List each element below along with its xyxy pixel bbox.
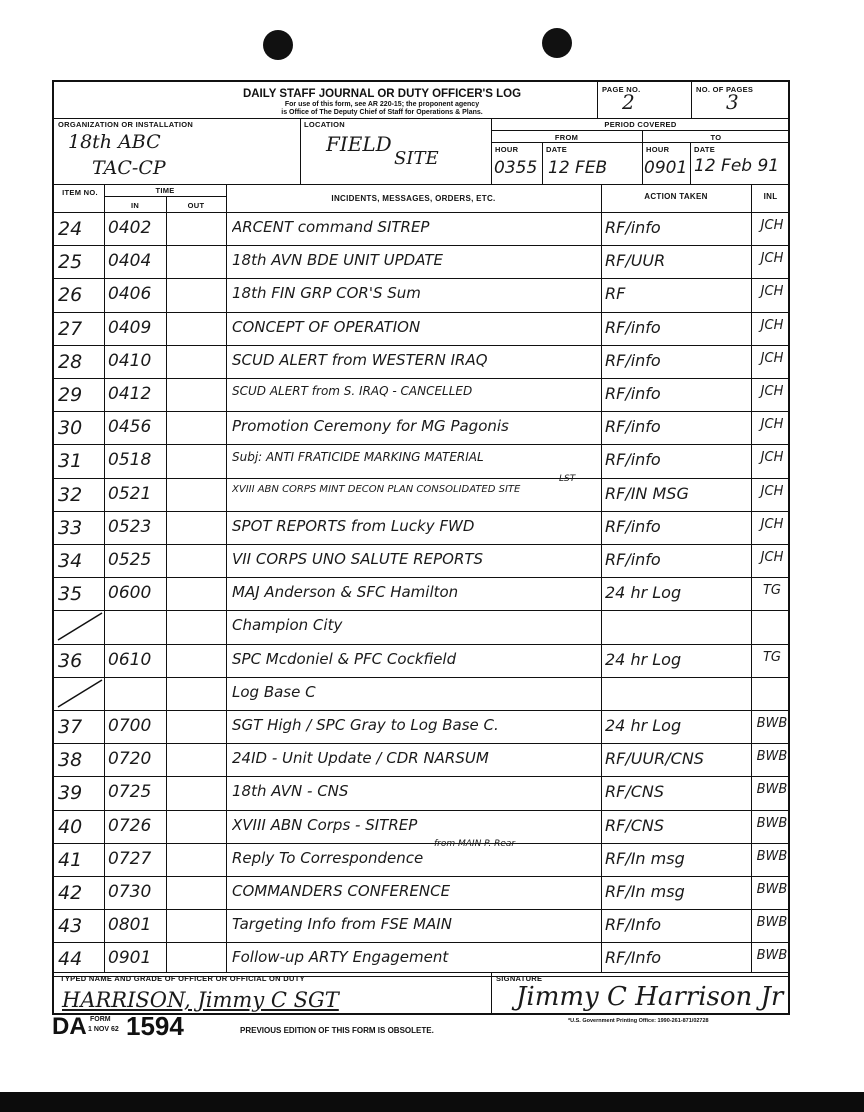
incident-text: VII CORPS UNO SALUTE REPORTS xyxy=(232,550,484,568)
table-row xyxy=(54,312,790,345)
from-hour-label: HOUR xyxy=(495,145,519,154)
time-in: 0726 xyxy=(108,815,152,836)
item-number: 34 xyxy=(58,550,83,572)
time-in: 0600 xyxy=(108,583,152,604)
out-label: OUT xyxy=(187,201,205,210)
item-number: 24 xyxy=(58,218,83,240)
initials: JCH xyxy=(760,284,784,300)
table-row xyxy=(54,212,790,245)
item-number: 40 xyxy=(58,815,83,838)
table-row xyxy=(54,411,790,444)
org-label: ORGANIZATION OR INSTALLATION xyxy=(58,120,194,129)
item-no-label: ITEM NO. xyxy=(62,188,98,197)
action-taken: RF/Info xyxy=(605,915,661,935)
initials: TG xyxy=(762,583,781,599)
initials: TG xyxy=(762,649,781,665)
initials: BWB xyxy=(756,848,788,864)
time-in: 0725 xyxy=(108,782,152,803)
time-in: 0412 xyxy=(108,384,152,404)
time-in: 0720 xyxy=(108,749,152,770)
page-no-value: 2 xyxy=(622,90,635,114)
item-number: 28 xyxy=(58,350,83,373)
action-taken: RF/UUR/CNS xyxy=(605,749,704,769)
item-number: 27 xyxy=(58,317,83,340)
incident-text: MAJ Anderson & SFC Hamilton xyxy=(232,583,459,602)
time-in: 0410 xyxy=(108,350,152,371)
time-in: 0521 xyxy=(108,483,152,504)
table-row xyxy=(54,544,790,577)
time-in: 0525 xyxy=(108,550,152,570)
incident-text: SGT High / SPC Gray to Log Base C. xyxy=(232,716,499,734)
initials: JCH xyxy=(760,516,784,532)
to-date-label: DATE xyxy=(694,145,716,154)
incident-text: Champion City xyxy=(232,616,343,635)
table-row xyxy=(54,776,790,809)
typed-name-label: TYPED NAME AND GRADE OF OFFICER OR OFFICIAL ON DUTY xyxy=(60,974,305,983)
form-number: 1594 xyxy=(126,1011,184,1041)
table-row xyxy=(54,909,790,942)
time-in: 0523 xyxy=(108,516,152,537)
to-hour-value: 0901 xyxy=(644,158,688,178)
action-taken: RF/info xyxy=(605,417,661,437)
action-taken: RF xyxy=(605,284,626,304)
item-number: 44 xyxy=(58,948,83,971)
table-row xyxy=(54,278,790,311)
initials: JCH xyxy=(760,450,784,466)
in-label: IN xyxy=(130,201,140,210)
location-line-2: SITE xyxy=(394,148,439,169)
form-da: DA xyxy=(52,1013,87,1040)
gpo-note: *U.S. Government Printing Office: 1990-261-871/02728 xyxy=(568,1018,709,1024)
void-slash xyxy=(54,677,104,710)
item-number: 30 xyxy=(58,417,83,440)
action-taken: RF/info xyxy=(605,516,661,536)
item-number: 38 xyxy=(58,749,83,772)
initials: JCH xyxy=(760,317,784,333)
from-date-label: DATE xyxy=(546,145,568,154)
action-taken: RF/In msg xyxy=(605,882,685,901)
page-no-label: PAGE NO. xyxy=(602,85,641,94)
incident-text: 18th FIN GRP COR'S Sum xyxy=(232,284,421,303)
incident-text: XVIII ABN Corps - SITREP xyxy=(232,815,418,834)
inl-label: INL xyxy=(763,192,778,201)
table-row xyxy=(54,743,790,776)
incident-text: 18th AVN BDE UNIT UPDATE xyxy=(232,251,444,270)
item-number: 32 xyxy=(58,483,83,506)
action-taken: RF/In msg xyxy=(605,848,685,868)
incident-text: 24ID - Unit Update / CDR NARSUM xyxy=(232,749,489,768)
from-date-value: 12 FEB xyxy=(548,158,608,178)
from-label: FROM xyxy=(554,133,579,142)
action-taken: RF/info xyxy=(605,450,661,470)
table-row xyxy=(54,345,790,378)
form-date: 1 NOV 62 xyxy=(88,1026,119,1033)
initials: BWB xyxy=(756,716,788,731)
form-subtitle-1: For use of this form, see AR 220-15; the proponent agency xyxy=(284,101,480,108)
initials: JCH xyxy=(760,218,784,233)
duty-log-form xyxy=(52,80,790,1015)
initials: JCH xyxy=(760,350,784,366)
form-subtitle-2: is Office of The Deputy Chief of Staff for Operations & Plans. xyxy=(281,109,483,116)
no-of-pages-label: NO. OF PAGES xyxy=(696,85,754,94)
action-taken: RF/info xyxy=(605,384,661,403)
period-covered-label: PERIOD COVERED xyxy=(604,120,677,129)
item-number: 39 xyxy=(58,782,83,805)
table-row xyxy=(54,644,790,677)
incident-text: Targeting Info from FSE MAIN xyxy=(232,915,452,934)
no-of-pages-value: 3 xyxy=(726,90,739,114)
incident-text: SPOT REPORTS from Lucky FWD xyxy=(232,516,475,535)
action-taken: 24 hr Log xyxy=(605,649,682,669)
incident-text: CONCEPT OF OPERATION xyxy=(232,317,421,336)
table-row xyxy=(54,942,790,975)
initials: BWB xyxy=(756,915,788,931)
initials: JCH xyxy=(760,417,784,433)
table-row xyxy=(54,245,790,278)
item-number: 42 xyxy=(58,882,83,904)
item-number: 35 xyxy=(58,583,83,606)
time-in: 0727 xyxy=(108,848,152,869)
initials: BWB xyxy=(756,882,788,897)
hole-punch-right xyxy=(542,28,572,58)
item-number: 25 xyxy=(58,251,83,274)
scan-edge xyxy=(0,1092,864,1112)
initials: BWB xyxy=(756,782,788,798)
time-in: 0406 xyxy=(108,284,152,305)
incident-text: SPC Mcdoniel & PFC Cockfield xyxy=(232,649,457,668)
initials: BWB xyxy=(756,749,788,765)
table-row xyxy=(54,444,790,477)
time-in: 0700 xyxy=(108,716,152,736)
initials: JCH xyxy=(760,483,784,499)
hole-punch-left xyxy=(263,30,293,60)
org-line-2: TAC-CP xyxy=(92,157,166,179)
incident-annotation: from MAIN P. Rear xyxy=(434,838,516,849)
previous-edition-note: PREVIOUS EDITION OF THIS FORM IS OBSOLETE. xyxy=(240,1026,434,1035)
incident-annotation: LST xyxy=(559,473,576,484)
incident-text: Promotion Ceremony for MG Pagonis xyxy=(232,417,509,436)
action-taken: 24 hr Log xyxy=(605,583,682,603)
time-in: 0402 xyxy=(108,218,152,238)
initials: BWB xyxy=(756,948,788,964)
action-taken: RF/info xyxy=(605,350,661,370)
time-in: 0610 xyxy=(108,649,152,670)
time-in: 0456 xyxy=(108,417,152,438)
incident-text: Log Base C xyxy=(232,682,316,701)
table-row xyxy=(54,838,790,876)
table-row xyxy=(54,577,790,610)
form-word: FORM xyxy=(90,1016,111,1023)
from-hour-value: 0355 xyxy=(494,158,538,178)
signature-label: SIGNATURE xyxy=(496,974,543,983)
table-row xyxy=(54,710,790,743)
table-row xyxy=(54,473,790,511)
incident-text: ARCENT command SITREP xyxy=(232,218,430,236)
action-taken: RF/CNS xyxy=(605,815,665,835)
location-label: LOCATION xyxy=(304,120,346,129)
time-in: 0518 xyxy=(108,450,152,471)
signature-value: Jimmy C Harrison Jr xyxy=(516,982,784,1012)
initials: JCH xyxy=(760,384,784,399)
incident-text: Reply To Correspondence xyxy=(232,848,424,867)
incident-text: 18th AVN - CNS xyxy=(232,782,349,801)
item-number: 41 xyxy=(58,848,83,871)
time-in: 0409 xyxy=(108,317,152,338)
incidents-label: INCIDENTS, MESSAGES, ORDERS, ETC. xyxy=(331,194,496,203)
to-date-value: 12 Feb 91 xyxy=(694,156,780,176)
action-taken-label: ACTION TAKEN xyxy=(644,192,708,201)
table-row xyxy=(54,677,790,710)
to-label: TO xyxy=(710,133,722,142)
item-number: 31 xyxy=(58,450,83,473)
to-hour-label: HOUR xyxy=(646,145,670,154)
time-label: TIME xyxy=(155,186,175,195)
incident-text: Follow-up ARTY Engagement xyxy=(232,948,449,967)
action-taken: RF/Info xyxy=(605,948,661,968)
time-in: 0901 xyxy=(108,948,152,969)
table-row xyxy=(54,810,790,843)
initials: JCH xyxy=(760,550,784,565)
time-in: 0404 xyxy=(108,251,152,272)
time-in: 0730 xyxy=(108,882,152,902)
action-taken: RF/UUR xyxy=(605,251,666,271)
action-taken: RF/IN MSG xyxy=(605,483,689,503)
item-number: 37 xyxy=(58,716,83,738)
initials: JCH xyxy=(760,251,784,267)
table-row xyxy=(54,511,790,544)
action-taken: 24 hr Log xyxy=(605,716,682,735)
item-number: 33 xyxy=(58,516,83,539)
org-line-1: 18th ABC xyxy=(68,131,161,153)
incident-text: SCUD ALERT from S. IRAQ - CANCELLED xyxy=(232,384,473,398)
table-row xyxy=(54,610,790,643)
incident-text: XVIII ABN CORPS MINT DECON PLAN CONSOLIDATED SITE xyxy=(232,483,521,495)
action-taken: RF/info xyxy=(605,317,661,337)
void-slash xyxy=(54,610,104,643)
incident-text: Subj: ANTI FRATICIDE MARKING MATERIAL xyxy=(232,450,484,465)
time-in: 0801 xyxy=(108,915,152,936)
typed-name-value: HARRISON, Jimmy C SGT xyxy=(62,988,339,1012)
location-line-1: FIELD xyxy=(326,132,392,156)
table-row xyxy=(54,378,790,411)
item-number: 43 xyxy=(58,915,83,938)
action-taken: RF/info xyxy=(605,550,661,569)
item-number: 29 xyxy=(58,384,83,406)
incident-text: COMMANDERS CONFERENCE xyxy=(232,882,451,900)
form-title: DAILY STAFF JOURNAL OR DUTY OFFICER'S LOG xyxy=(242,88,522,100)
table-row xyxy=(54,876,790,909)
item-number: 26 xyxy=(58,284,83,307)
item-number: 36 xyxy=(58,649,83,672)
action-taken: RF/info xyxy=(605,218,661,237)
action-taken: RF/CNS xyxy=(605,782,665,802)
incident-text: SCUD ALERT from WESTERN IRAQ xyxy=(232,350,488,369)
initials: BWB xyxy=(756,815,788,831)
